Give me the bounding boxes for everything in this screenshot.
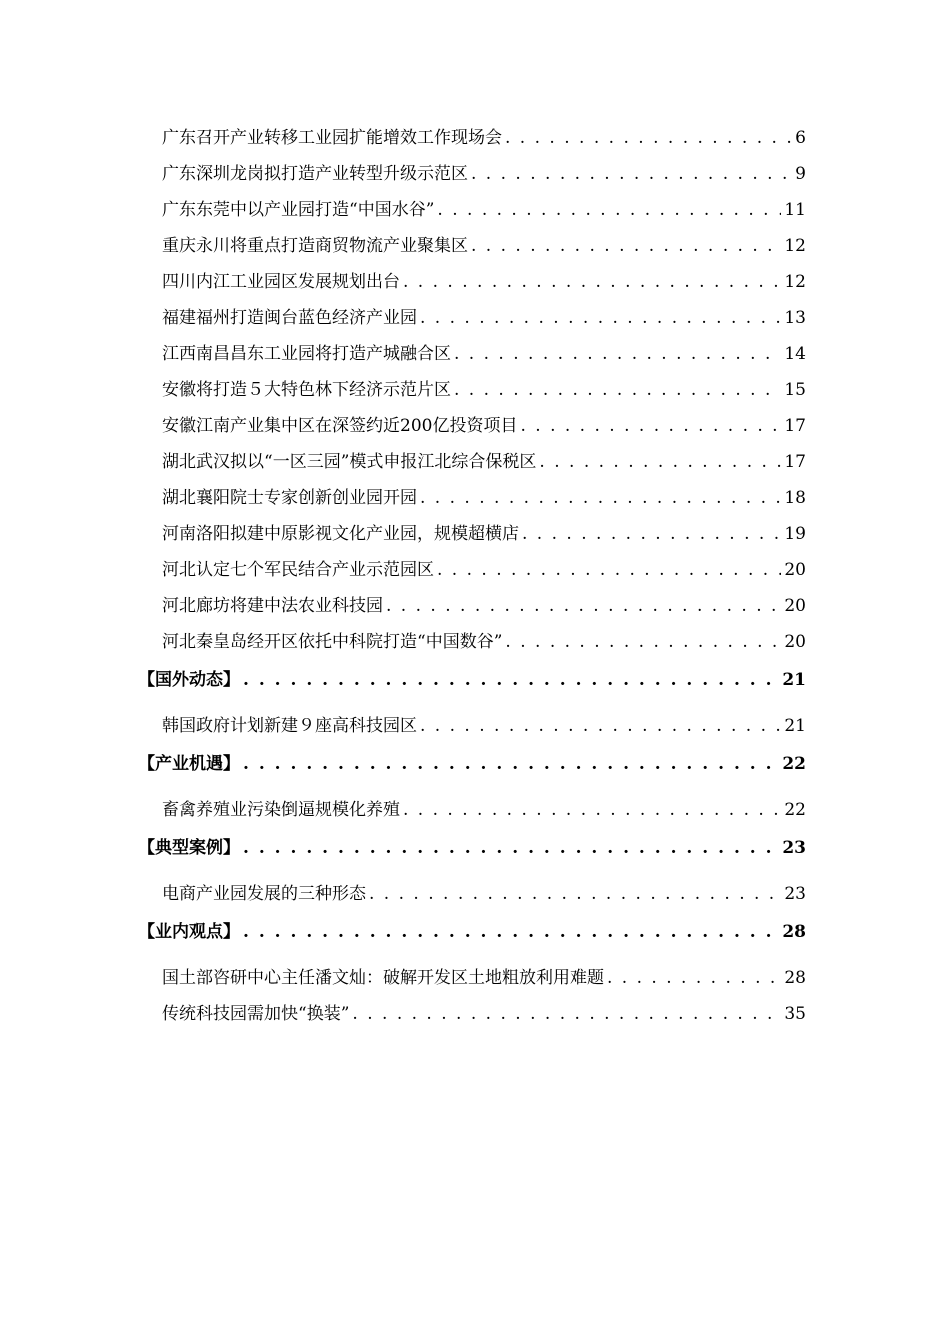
toc-entry[interactable] xyxy=(162,552,806,588)
toc-entry[interactable] xyxy=(162,876,806,912)
toc-dot-leader xyxy=(403,272,781,292)
toc-dot-leader xyxy=(437,560,781,580)
toc-dot-leader xyxy=(352,1004,781,1024)
toc-entry[interactable] xyxy=(162,708,806,744)
toc-entry-page-number: 15 xyxy=(784,380,806,400)
toc-entry-page-number: 23 xyxy=(784,884,806,904)
toc-entry-title: 河北认定七个军民结合产业示范园区 xyxy=(162,560,434,580)
toc-entry-title: 广东东莞中以产业园打造“中国水谷” xyxy=(162,200,435,220)
toc-dot-leader xyxy=(243,922,779,942)
toc-dot-leader xyxy=(471,236,781,256)
toc-entry[interactable] xyxy=(162,156,806,192)
toc-entry-title: 【业内观点】 xyxy=(138,922,240,942)
toc-entry-page-number: 17 xyxy=(784,416,806,436)
toc-entry[interactable] xyxy=(162,228,806,264)
toc-entry[interactable] xyxy=(162,960,806,996)
toc-entry-title: 福建福州打造闽台蓝色经济产业园 xyxy=(162,308,417,328)
toc-entry-page-number: 19 xyxy=(784,524,806,544)
toc-entry-title: 河南洛阳拟建中原影视文化产业园，规模超横店 xyxy=(162,524,519,544)
toc-entry-title: 广东深圳龙岗拟打造产业转型升级示范区 xyxy=(162,164,468,184)
toc-section-heading[interactable] xyxy=(138,660,806,704)
toc-entry-title: 国土部咨研中心主任潘文灿：破解开发区土地粗放利用难题 xyxy=(162,968,604,988)
toc-dot-leader xyxy=(539,452,781,472)
toc-entry-page-number: 21 xyxy=(782,670,806,690)
toc-entry[interactable] xyxy=(162,588,806,624)
toc-entry[interactable] xyxy=(162,372,806,408)
toc-entry-page-number: 23 xyxy=(782,838,806,858)
toc-section-heading[interactable] xyxy=(138,744,806,788)
toc-entry-title: 四川内江工业园区发展规划出台 xyxy=(162,272,400,292)
toc-entry-page-number: 6 xyxy=(795,128,806,148)
toc-entry-page-number: 14 xyxy=(784,344,806,364)
toc-entry-title: 韩国政府计划新建９座高科技园区 xyxy=(162,716,417,736)
toc-dot-leader xyxy=(607,968,781,988)
toc-entry-page-number: 22 xyxy=(784,800,806,820)
toc-entry[interactable] xyxy=(162,300,806,336)
toc-entry[interactable] xyxy=(162,192,806,228)
toc-entry[interactable] xyxy=(162,408,806,444)
toc-entry[interactable] xyxy=(162,624,806,660)
toc-entry[interactable] xyxy=(162,516,806,552)
toc-dot-leader xyxy=(505,632,781,652)
toc-entry-page-number: 20 xyxy=(784,560,806,580)
toc-section-heading[interactable] xyxy=(138,828,806,872)
toc-dot-leader xyxy=(243,838,779,858)
toc-entry-page-number: 18 xyxy=(784,488,806,508)
toc-dot-leader xyxy=(243,670,779,690)
toc-entry-page-number: 22 xyxy=(782,754,806,774)
toc-entry-title: 传统科技园需加快“换装” xyxy=(162,1004,350,1024)
toc-entry-page-number: 28 xyxy=(782,922,806,942)
toc-entry[interactable] xyxy=(162,792,806,828)
toc-dot-leader xyxy=(454,344,781,364)
toc-entry-title: 广东召开产业转移工业园扩能增效工作现场会 xyxy=(162,128,502,148)
toc-dot-leader xyxy=(386,596,781,616)
toc-entry[interactable] xyxy=(162,264,806,300)
toc-entry-page-number: 9 xyxy=(795,164,806,184)
toc-entry-title: 电商产业园发展的三种形态 xyxy=(162,884,366,904)
toc-entry-page-number: 12 xyxy=(784,236,806,256)
toc-entry[interactable] xyxy=(162,336,806,372)
toc-entry-title: 重庆永川将重点打造商贸物流产业聚集区 xyxy=(162,236,468,256)
toc-entry-page-number: 13 xyxy=(784,308,806,328)
toc-entry-title: 湖北武汉拟以“一区三园”模式申报江北综合保税区 xyxy=(162,452,537,472)
toc-entry[interactable] xyxy=(162,480,806,516)
toc-dot-leader xyxy=(369,884,781,904)
toc-entry-page-number: 17 xyxy=(784,452,806,472)
toc-entry-page-number: 12 xyxy=(784,272,806,292)
toc-dot-leader xyxy=(420,488,781,508)
toc-entry-title: 【产业机遇】 xyxy=(138,754,240,774)
toc-entry-title: 安徽江南产业集中区在深签约近200亿投资项目 xyxy=(162,416,518,436)
toc-entry[interactable] xyxy=(162,444,806,480)
toc-entry-page-number: 11 xyxy=(784,200,806,220)
toc-dot-leader xyxy=(454,380,781,400)
toc-dot-leader xyxy=(520,416,781,436)
toc-dot-leader xyxy=(471,164,792,184)
toc-dot-leader xyxy=(243,754,779,774)
toc-dot-leader xyxy=(505,128,792,148)
toc-entry-page-number: 20 xyxy=(784,632,806,652)
toc-entry-title: 【国外动态】 xyxy=(138,670,240,690)
toc-entry[interactable] xyxy=(162,120,806,156)
toc-entry-page-number: 35 xyxy=(784,1004,806,1024)
toc-entry-title: 河北廊坊将建中法农业科技园 xyxy=(162,596,383,616)
toc-entry-page-number: 28 xyxy=(784,968,806,988)
toc-dot-leader xyxy=(522,524,781,544)
toc-entry-title: 安徽将打造５大特色林下经济示范片区 xyxy=(162,380,451,400)
toc-section-heading[interactable] xyxy=(138,912,806,956)
toc-entry-page-number: 20 xyxy=(784,596,806,616)
toc-entry-title: 湖北襄阳院士专家创新创业园开园 xyxy=(162,488,417,508)
toc-dot-leader xyxy=(437,200,781,220)
toc-dot-leader xyxy=(420,716,781,736)
toc-entry-page-number: 21 xyxy=(784,716,806,736)
toc-entry[interactable] xyxy=(162,996,806,1032)
table-of-contents xyxy=(0,120,950,1032)
toc-entry-title: 江西南昌昌东工业园将打造产城融合区 xyxy=(162,344,451,364)
toc-entry-title: 畜禽养殖业污染倒逼规模化养殖 xyxy=(162,800,400,820)
toc-dot-leader xyxy=(420,308,781,328)
toc-dot-leader xyxy=(403,800,781,820)
toc-entry-title: 河北秦皇岛经开区依托中科院打造“中国数谷” xyxy=(162,632,503,652)
toc-entry-title: 【典型案例】 xyxy=(138,838,240,858)
